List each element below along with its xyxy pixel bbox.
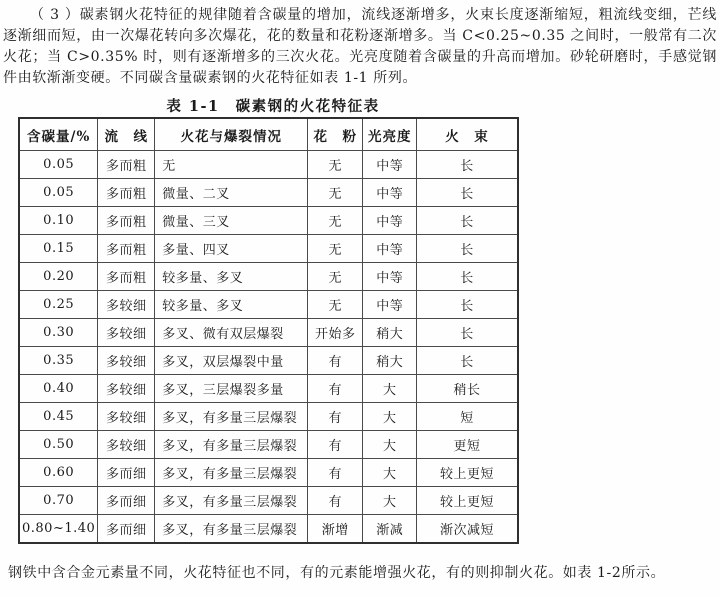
table-cell: 有: [308, 487, 363, 515]
table-cell: 多较细: [98, 319, 155, 347]
table-cell: 多而粗: [98, 179, 155, 207]
table-cell: 稍长: [417, 375, 518, 403]
table-cell: 多叉，双层爆裂中量: [155, 347, 308, 375]
column-header-2: 流 线: [98, 118, 155, 151]
table-cell: 稍大: [363, 319, 417, 347]
table-cell: 多较细: [98, 291, 155, 319]
table-cell: 中等: [363, 235, 417, 263]
table-cell: 大: [363, 375, 417, 403]
table-cell: 较多量、多叉: [155, 263, 308, 291]
table-cell: 无: [308, 291, 363, 319]
table-cell: 多较细: [98, 375, 155, 403]
table-cell: 0.50: [19, 431, 98, 459]
table-cell: 稍大: [363, 347, 417, 375]
table-cell: 多而细: [98, 459, 155, 487]
table-cell: 长: [417, 235, 518, 263]
table-cell: 0.45: [19, 403, 98, 431]
table-cell: 0.35: [19, 347, 98, 375]
table-cell: 0.20: [19, 263, 98, 291]
table-cell: 多叉，有多量三层爆裂: [155, 515, 308, 544]
table-cell: 长: [417, 263, 518, 291]
column-header-4: 花 粉: [308, 118, 363, 151]
table-row: [19, 375, 518, 403]
table-row: [19, 207, 518, 235]
table-cell: 无: [308, 179, 363, 207]
column-header-1: 含碳量/%: [19, 118, 98, 151]
table-cell: 短: [417, 403, 518, 431]
table-cell: 多而粗: [98, 263, 155, 291]
table-cell: 0.70: [19, 487, 98, 515]
table-cell: 有: [308, 403, 363, 431]
table-cell: 中等: [363, 263, 417, 291]
table-cell: 较多量、多叉: [155, 291, 308, 319]
table-cell: 中等: [363, 179, 417, 207]
table-row: [19, 515, 518, 544]
table-row: [19, 347, 518, 375]
table-cell: 长: [417, 291, 518, 319]
table-cell: 0.25: [19, 291, 98, 319]
table-cell: 有: [308, 375, 363, 403]
table-cell: 多而粗: [98, 235, 155, 263]
table-cell: 大: [363, 459, 417, 487]
table-cell: 中等: [363, 291, 417, 319]
table-cell: 更短: [417, 431, 518, 459]
table-cell: 0.30: [19, 319, 98, 347]
table-cell: 多较细: [98, 347, 155, 375]
table-row: [19, 403, 518, 431]
table-cell: 大: [363, 487, 417, 515]
table-cell: 多而粗: [98, 151, 155, 179]
paragraph-spark-rule: （ 3 ）碳素钢火花特征的规律随着含碳量的增加，流线逐渐增多，火束长度逐渐缩短，粗流线变细，芒线逐渐细而短，由一次爆花转向多次爆花，花的数量和花粉逐渐增多。当 C<0.25~0.35 之间时，一般常有二次火花；当 C>0.35% 时，则有逐渐增多的三次火花。光亮度随着含碳量的升高而增加。砂轮研磨时，手感觉钢件由软渐渐变硬。不同碳含量碳素钢的火花特征如表 1-1 所列。: [3, 7, 717, 86]
table-cell: 0.10: [19, 207, 98, 235]
column-header-6: 火 束: [417, 118, 518, 151]
table-cell: 无: [308, 263, 363, 291]
table-row: [19, 291, 518, 319]
table-cell: 无: [308, 207, 363, 235]
paragraph-alloy-note: 钢铁中含合金元素量不同，火花特征也不同，有的元素能增强火花，有的则抑制火花。如表 1-2所示。: [8, 565, 666, 581]
table-cell: 长: [417, 347, 518, 375]
table-cell: 较上更短: [417, 487, 518, 515]
table-cell: 无: [308, 151, 363, 179]
table-row: [19, 151, 518, 179]
table-cell: 多而细: [98, 487, 155, 515]
table-cell: 0.40: [19, 375, 98, 403]
column-header-5: 光亮度: [363, 118, 417, 151]
table-row: [19, 487, 518, 515]
table-cell: 长: [417, 179, 518, 207]
table-cell: 无: [155, 151, 308, 179]
carbon-steel-spark-table: [18, 117, 519, 544]
table-row: [19, 235, 518, 263]
table-cell: 多叉、微有双层爆裂: [155, 319, 308, 347]
table-cell: 长: [417, 207, 518, 235]
table-cell: 大: [363, 403, 417, 431]
table-cell: 渐次减短: [417, 515, 518, 544]
table-cell: 0.80~1.40: [19, 515, 98, 544]
table-header-row: [19, 118, 518, 151]
table-row: [19, 431, 518, 459]
table-cell: 无: [308, 235, 363, 263]
table-cell: 较上更短: [417, 459, 518, 487]
table-cell: 大: [363, 431, 417, 459]
table-cell: 多叉，有多量三层爆裂: [155, 459, 308, 487]
table-cell: 有: [308, 459, 363, 487]
table-body: [19, 151, 518, 544]
table-cell: 多叉，三层爆裂多量: [155, 375, 308, 403]
table-cell: 多量、四叉: [155, 235, 308, 263]
table-cell: 多叉，有多量三层爆裂: [155, 487, 308, 515]
table-cell: 长: [417, 319, 518, 347]
table-cell: 开始多: [308, 319, 363, 347]
table-cell: 多较细: [98, 403, 155, 431]
table-cell: 渐减: [363, 515, 417, 544]
table-row: [19, 319, 518, 347]
table-row: [19, 459, 518, 487]
table-cell: 多叉，有多量三层爆裂: [155, 403, 308, 431]
table-cell: 微量、二叉: [155, 179, 308, 207]
table-cell: 0.05: [19, 151, 98, 179]
table-row: [19, 179, 518, 207]
table-cell: 有: [308, 347, 363, 375]
table-cell: 0.60: [19, 459, 98, 487]
table-cell: 多叉，有多量三层爆裂: [155, 431, 308, 459]
table-cell: 中等: [363, 151, 417, 179]
table-cell: 0.05: [19, 179, 98, 207]
table-cell: 微量、三叉: [155, 207, 308, 235]
table-cell: 渐增: [308, 515, 363, 544]
column-header-3: 火花与爆裂情况: [155, 118, 308, 151]
table-cell: 0.15: [19, 235, 98, 263]
table-cell: 有: [308, 431, 363, 459]
table-title: 表 1-1 碳素钢的火花特征表: [166, 98, 380, 115]
table-cell: 多而细: [98, 515, 155, 544]
table-cell: 多较细: [98, 431, 155, 459]
table-cell: 长: [417, 151, 518, 179]
table-cell: 中等: [363, 207, 417, 235]
table-row: [19, 263, 518, 291]
table-cell: 多而粗: [98, 207, 155, 235]
